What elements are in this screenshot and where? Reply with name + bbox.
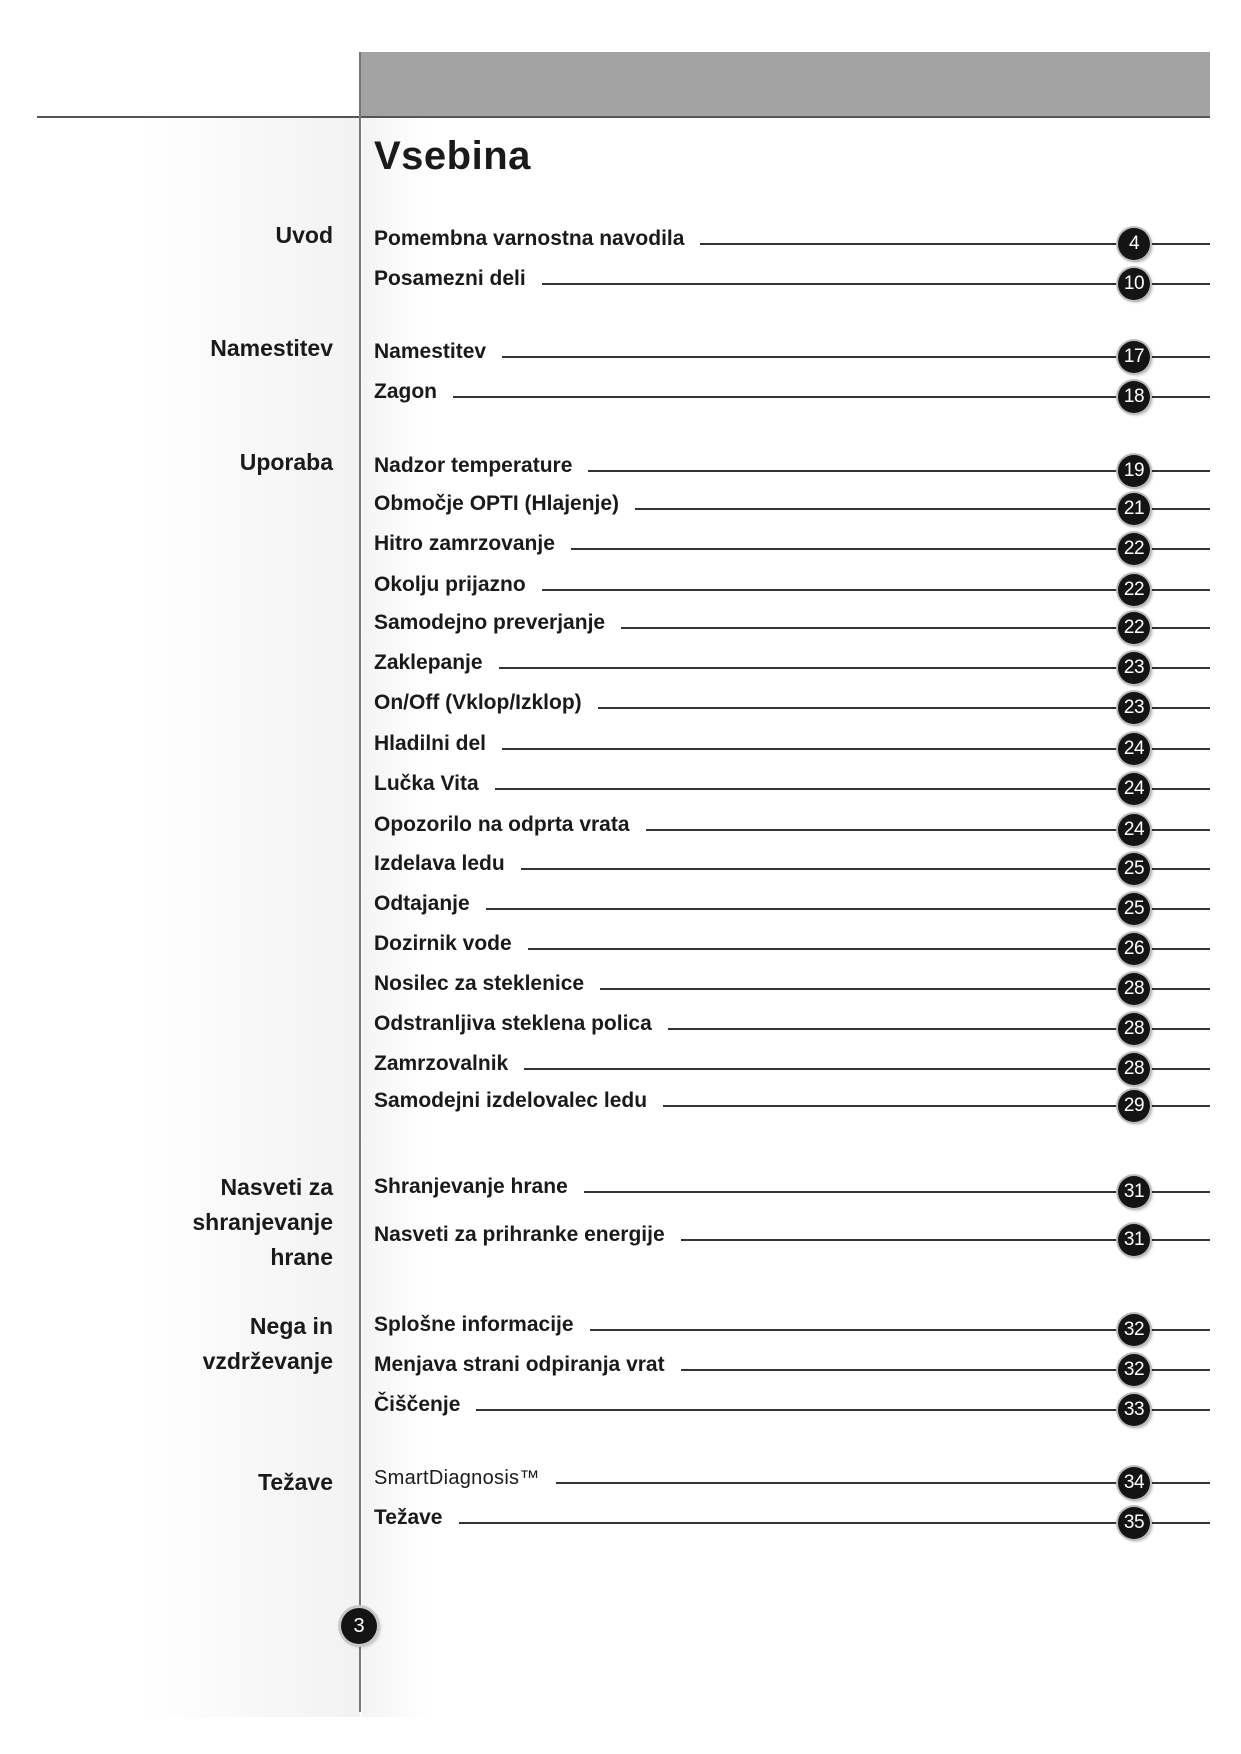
toc-entry[interactable] bbox=[374, 929, 1210, 959]
section-heading-nega: Nega in vzdrževanje bbox=[202, 1313, 333, 1374]
page-title: Vsebina bbox=[374, 134, 531, 178]
page-number-badge: 10 bbox=[1118, 268, 1150, 300]
toc-entry-label: Hladilni del bbox=[374, 732, 487, 755]
page-number-badge: 31 bbox=[1118, 1176, 1150, 1208]
toc-entry-label: Samodejni izdelovalec ledu bbox=[374, 1089, 648, 1112]
toc-entry-label: Samodejno preverjanje bbox=[374, 611, 606, 634]
toc-entry[interactable] bbox=[374, 1390, 1210, 1420]
page-number-badge: 32 bbox=[1118, 1354, 1150, 1386]
toc-entry-label: Odtajanje bbox=[374, 892, 470, 915]
leader-line bbox=[502, 748, 1210, 750]
toc-entry[interactable] bbox=[374, 729, 1210, 759]
leader-line bbox=[453, 396, 1210, 398]
toc-entry-label: Območje OPTI (Hlajenje) bbox=[374, 492, 620, 515]
toc-entry-label: Zagon bbox=[374, 380, 437, 403]
toc-entry-label: Nosilec za steklenice bbox=[374, 972, 585, 995]
page-number-badge: 22 bbox=[1118, 533, 1150, 565]
leader-line bbox=[590, 1329, 1210, 1331]
toc-entry[interactable] bbox=[374, 648, 1210, 678]
toc-entry-label: Splošne informacije bbox=[374, 1313, 574, 1336]
page-number-badge: 33 bbox=[1118, 1394, 1150, 1426]
page-number-badge: 28 bbox=[1118, 1053, 1150, 1085]
toc-entry[interactable] bbox=[374, 1310, 1210, 1340]
page-number-badge: 4 bbox=[1118, 228, 1150, 260]
toc-entry[interactable] bbox=[374, 1086, 1210, 1116]
toc-entry[interactable] bbox=[374, 1009, 1210, 1039]
leader-line bbox=[495, 788, 1210, 790]
toc-entry-label: Zamrzovalnik bbox=[374, 1052, 509, 1075]
toc-entry[interactable] bbox=[374, 1049, 1210, 1079]
toc-entry[interactable] bbox=[374, 688, 1210, 718]
toc-entry-label: Izdelava ledu bbox=[374, 852, 505, 875]
toc-entry[interactable] bbox=[374, 570, 1210, 600]
leader-line bbox=[556, 1482, 1210, 1484]
leader-line bbox=[502, 356, 1210, 358]
section-heading-uporaba: Uporaba bbox=[239, 449, 333, 475]
toc-entry[interactable] bbox=[374, 889, 1210, 919]
toc-entry[interactable] bbox=[374, 377, 1210, 407]
toc-entry[interactable] bbox=[374, 969, 1210, 999]
section-heading-uvod: Uvod bbox=[275, 222, 333, 248]
page-number-badge: 29 bbox=[1118, 1090, 1150, 1122]
page-number-badge: 21 bbox=[1118, 493, 1150, 525]
page-number-badge: 31 bbox=[1118, 1224, 1150, 1256]
toc-entry-label: On/Off (Vklop/Izklop) bbox=[374, 691, 582, 714]
toc-entry-label: Dozirnik vode bbox=[374, 932, 512, 955]
leader-line bbox=[524, 1068, 1210, 1070]
leader-line bbox=[588, 470, 1210, 472]
page-number-badge: 23 bbox=[1118, 652, 1150, 684]
page-number-badge: 24 bbox=[1118, 773, 1150, 805]
toc-entry-label: Posamezni deli bbox=[374, 267, 526, 290]
page-number-badge: 22 bbox=[1118, 612, 1150, 644]
toc-entry-label: Zaklepanje bbox=[374, 651, 483, 674]
toc-entry[interactable] bbox=[374, 264, 1210, 294]
page-number-indicator: 3 bbox=[341, 1608, 377, 1644]
toc-entry-label: Nadzor temperature bbox=[374, 454, 573, 477]
toc-entry[interactable] bbox=[374, 1503, 1210, 1533]
toc-entry[interactable] bbox=[374, 1220, 1210, 1250]
toc-entry[interactable] bbox=[374, 224, 1210, 254]
header-rule bbox=[37, 116, 1210, 118]
toc-entry[interactable] bbox=[374, 608, 1210, 638]
page-number-badge: 35 bbox=[1118, 1507, 1150, 1539]
leader-line bbox=[499, 667, 1210, 669]
leader-line bbox=[542, 589, 1210, 591]
toc-entry-label: Težave bbox=[374, 1506, 443, 1529]
toc-entry-label: Nasveti za prihranke energije bbox=[374, 1223, 665, 1246]
toc-entry[interactable] bbox=[374, 849, 1210, 879]
page-number-badge: 32 bbox=[1118, 1314, 1150, 1346]
page-number-badge: 25 bbox=[1118, 893, 1150, 925]
toc-entry[interactable] bbox=[374, 810, 1210, 840]
vertical-divider bbox=[359, 52, 361, 1712]
toc-entry[interactable] bbox=[374, 451, 1210, 481]
toc-entry-label: Okolju prijazno bbox=[374, 573, 526, 596]
page-number-badge: 34 bbox=[1118, 1467, 1150, 1499]
toc-entry[interactable] bbox=[374, 1172, 1210, 1202]
toc-entry[interactable] bbox=[374, 769, 1210, 799]
toc-entry[interactable] bbox=[374, 337, 1210, 367]
toc-entry-label: Shranjevanje hrane bbox=[374, 1175, 568, 1198]
section-heading-namestitev: Namestitev bbox=[210, 335, 333, 361]
page-number-badge: 22 bbox=[1118, 574, 1150, 606]
toc-entry-label: Lučka Vita bbox=[374, 772, 479, 795]
toc-entry-label: Pomembna varnostna navodila bbox=[374, 227, 685, 250]
page-number-badge: 25 bbox=[1118, 853, 1150, 885]
leader-line bbox=[459, 1522, 1211, 1524]
leader-line bbox=[571, 548, 1210, 550]
page-number-badge: 17 bbox=[1118, 341, 1150, 373]
toc-entry-label: SmartDiagnosis™ bbox=[374, 1467, 540, 1489]
toc-entry-label: Hitro zamrzovanje bbox=[374, 532, 555, 555]
toc-entry-label: Odstranljiva steklena polica bbox=[374, 1012, 652, 1035]
toc-entry-label: Čiščenje bbox=[374, 1393, 461, 1416]
page-number-badge: 18 bbox=[1118, 381, 1150, 413]
toc-entry[interactable] bbox=[374, 529, 1210, 559]
toc-entry-label: Opozorilo na odprta vrata bbox=[374, 813, 630, 836]
leader-line bbox=[521, 868, 1210, 870]
leader-line bbox=[528, 948, 1210, 950]
page-number-badge: 28 bbox=[1118, 1013, 1150, 1045]
leader-line bbox=[584, 1191, 1210, 1193]
page-number-badge: 24 bbox=[1118, 814, 1150, 846]
leader-line bbox=[486, 908, 1210, 910]
section-heading-nasveti: Nasveti za shranjevanje hrane bbox=[192, 1174, 333, 1270]
page-number-badge: 28 bbox=[1118, 973, 1150, 1005]
toc-entry[interactable] bbox=[374, 489, 1210, 519]
leader-line bbox=[476, 1409, 1210, 1411]
toc-entry[interactable] bbox=[374, 1350, 1210, 1380]
leader-line bbox=[542, 283, 1210, 285]
toc-entry-label: Menjava strani odpiranja vrat bbox=[374, 1353, 665, 1376]
header-bar bbox=[360, 52, 1210, 116]
toc-entry-label: Namestitev bbox=[374, 340, 487, 363]
page-number-badge: 26 bbox=[1118, 933, 1150, 965]
section-heading-tezave: Težave bbox=[257, 1469, 333, 1495]
page-number-badge: 19 bbox=[1118, 455, 1150, 487]
page-number-badge: 23 bbox=[1118, 692, 1150, 724]
toc-entry[interactable] bbox=[374, 1463, 1210, 1493]
page-number-badge: 24 bbox=[1118, 733, 1150, 765]
